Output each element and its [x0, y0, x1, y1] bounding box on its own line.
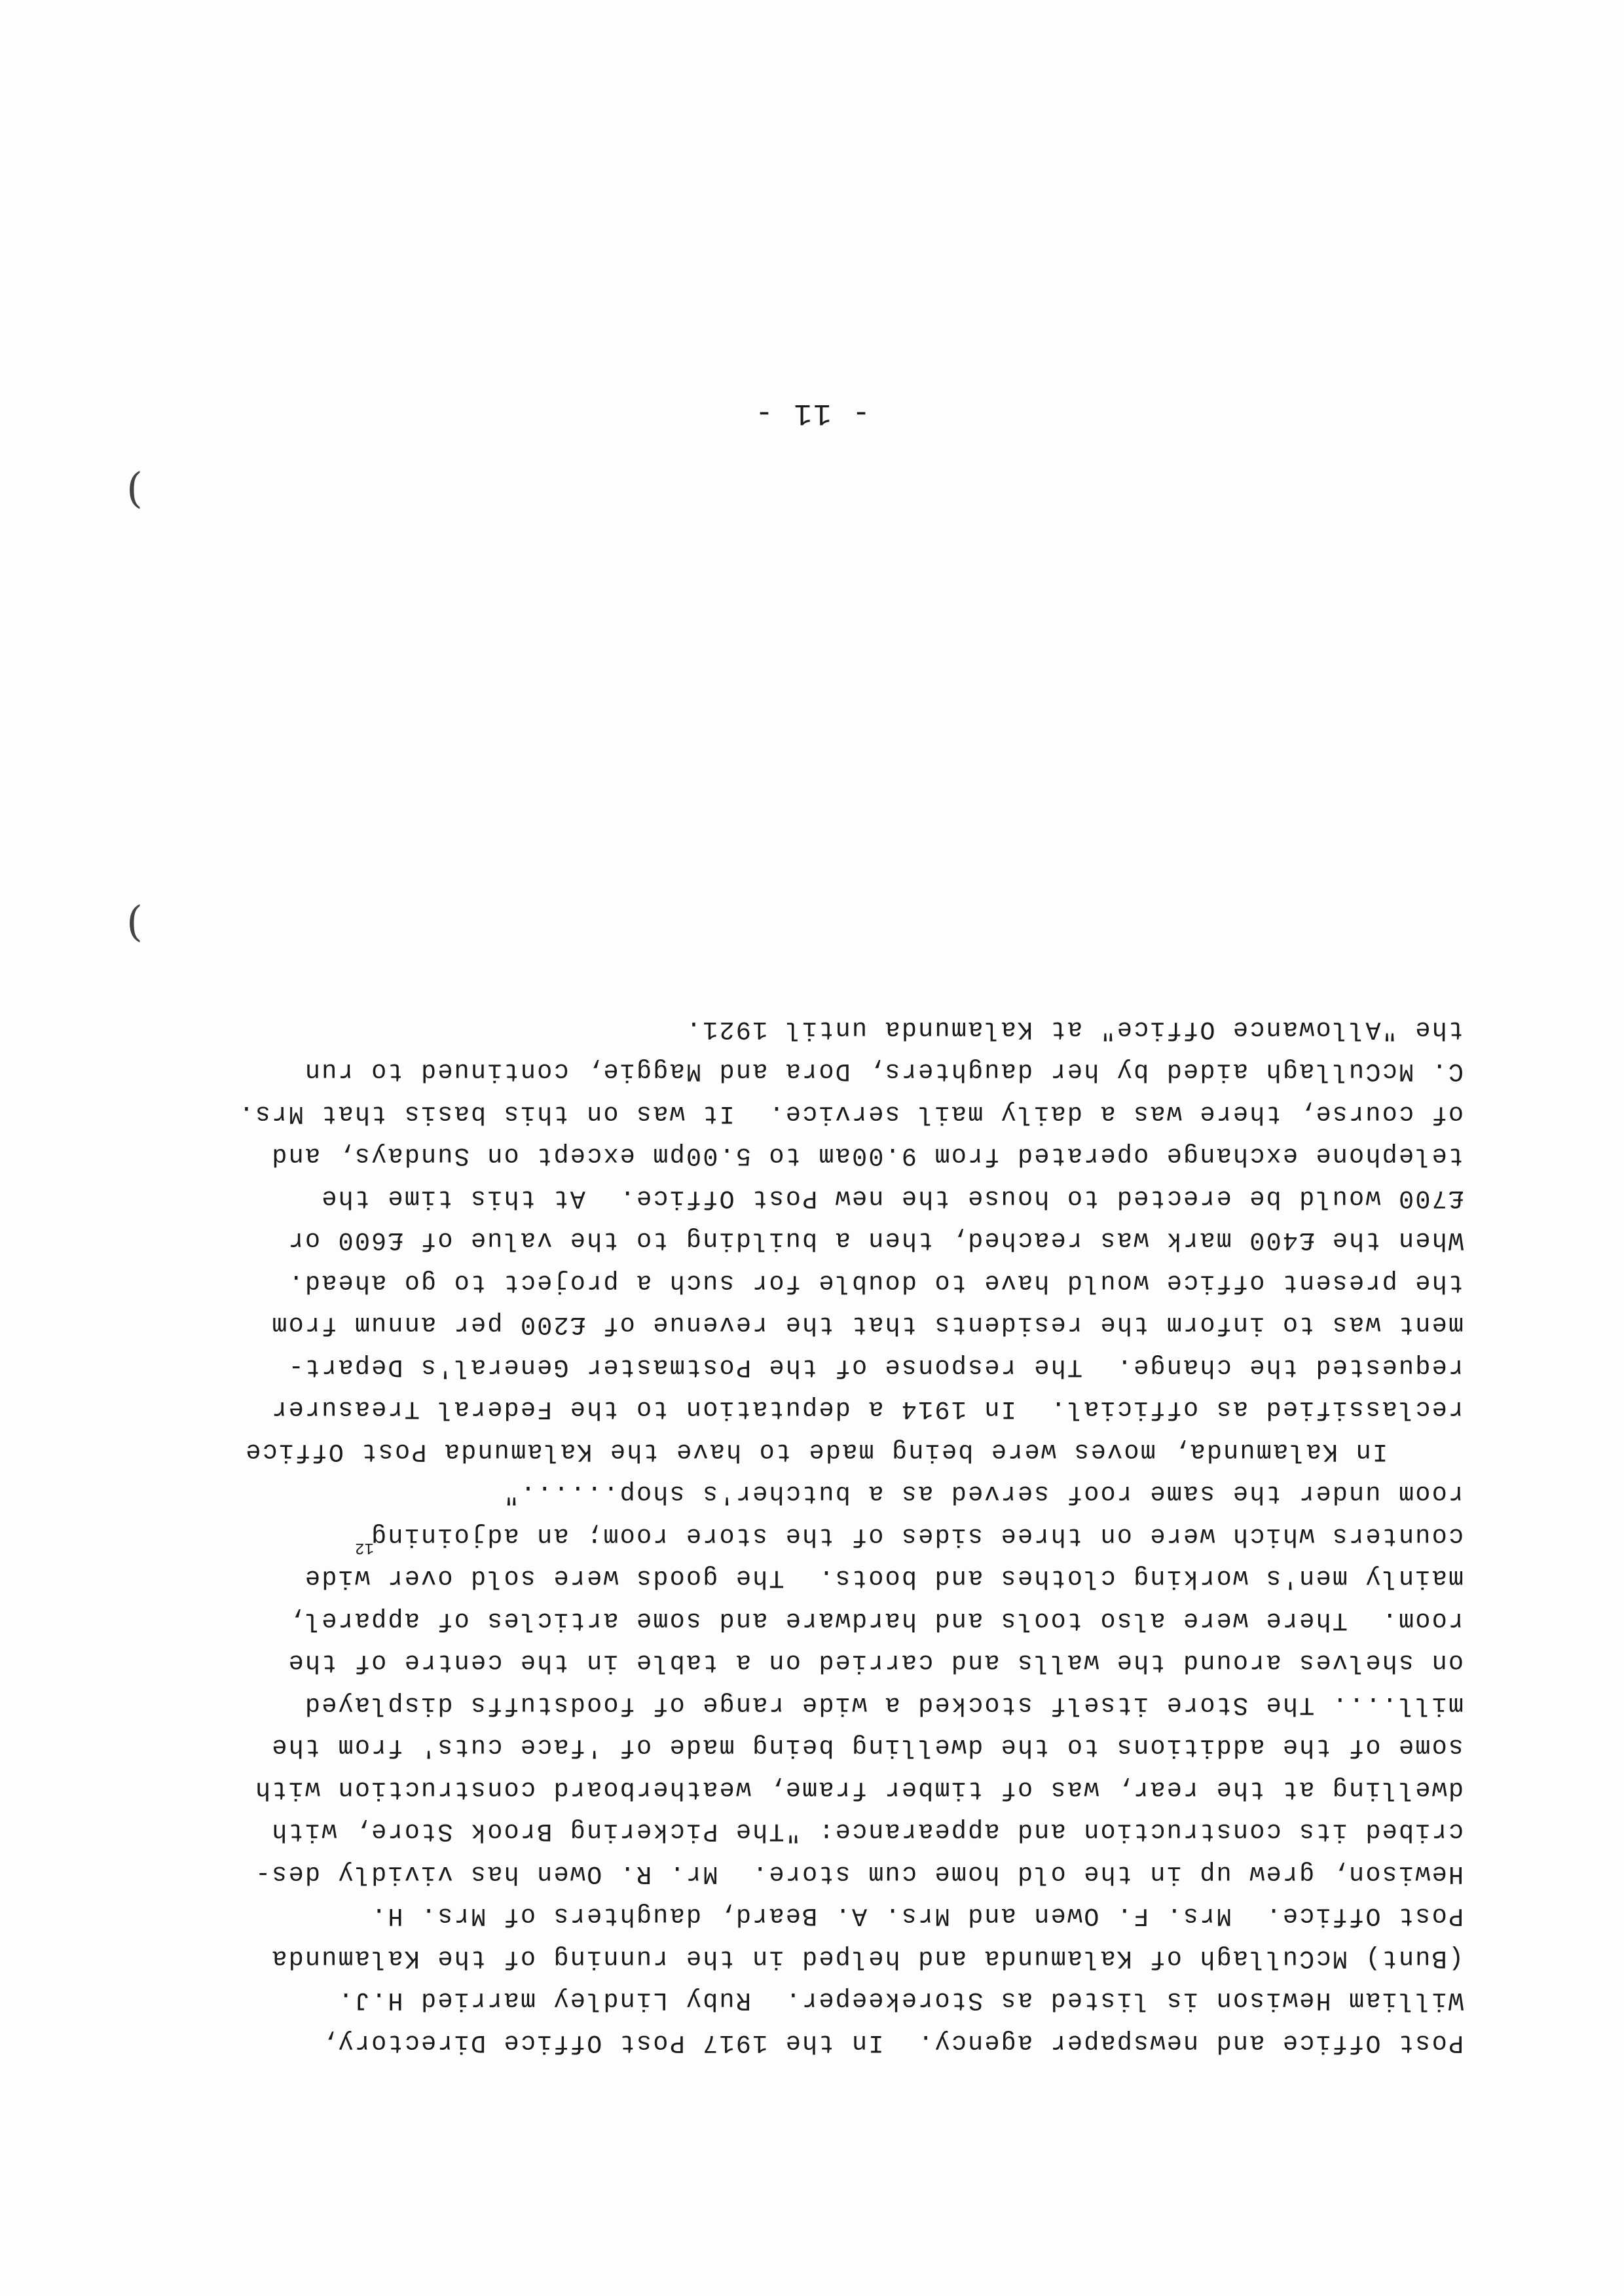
text-line: William Hewison is listed as Storekeeper. Ruby Lindley married H.J.	[337, 1986, 1464, 2015]
text-line: telephone exchange operated from 9.00am to 5.00pm except on Sundays, and	[270, 1141, 1464, 1171]
text-line: (Bunt) McCullagh of Kalamunda and helped in the running of the Kalamunda	[270, 1944, 1464, 1973]
margin-bracket-mark: (	[126, 467, 143, 515]
margin-bracket-mark: (	[126, 900, 143, 949]
text-line: counters which were on three sides of the store room; an adjoining	[369, 1522, 1464, 1550]
text-line: cribed its construction and appearance: "The Pickering Brook Store, with	[270, 1817, 1464, 1846]
text-line: room under the same roof served as a butcher's shop......"	[502, 1479, 1464, 1508]
text-line: reclassified as official. In 1914 a deputation to the Federal Treasurer	[270, 1394, 1464, 1424]
text-line: £700 would be erected to house the new Post Office. At this time the	[320, 1184, 1464, 1212]
text-line: Post Office and newspaper agency. In the 1917 Post Office Directory,	[320, 2028, 1464, 2057]
text-line: some of the additions to the dwelling being made of 'face cuts' from the	[270, 1732, 1464, 1762]
text-line: Hewison, grew up in the old home cum store. Mr. R. Owen has vividly des-	[253, 1859, 1464, 1888]
text-line: room. There were also tools and hardware and some articles of apparel,	[287, 1606, 1464, 1635]
text-line-with-footnote	[147, 1515, 1464, 1558]
footnote-marker: 12	[355, 1539, 374, 1556]
text-line: on shelves around the walls and carried on a table in the centre of the	[287, 1648, 1464, 1677]
text-line: requested the change. The response of the Postmaster General's Depart-	[287, 1353, 1464, 1381]
text-line: When the £400 mark was reached, then a building to the value of £600 or	[287, 1226, 1464, 1255]
text-line: C. McCullagh aided by her daughters, Dora and Maggie, continued to run	[303, 1057, 1464, 1086]
body-text	[147, 1008, 1464, 2064]
page-number: - 11 -	[754, 396, 870, 430]
text-line: ment was to inform the residents that the revenue of £200 per annum from	[270, 1310, 1464, 1339]
paragraph-first-line: In Kalamunda, moves were being made to have the Kalamunda Post Office	[244, 1437, 1388, 1466]
text-line: the present office would have to double for such a project to go ahead.	[287, 1268, 1464, 1297]
text-line: of course, there was a daily mail service. It was on this basis that Mrs.	[237, 1099, 1464, 1128]
text-line: dwelling at the rear, was of timber frame, weatherboard construction with	[253, 1775, 1464, 1804]
text-line: mainly men's working clothes and boots. The goods were sold over wide	[303, 1563, 1464, 1593]
text-line: Post Office. Mrs. F. Owen and Mrs. A. Beard, daughters of Mrs. H.	[369, 1901, 1464, 1931]
text-line: mill.... The Store itself stocked a wide range of foodstuffs displayed	[303, 1690, 1464, 1719]
text-line: the "Allowance Office" at Kalamunda until 1921.	[684, 1015, 1464, 1044]
